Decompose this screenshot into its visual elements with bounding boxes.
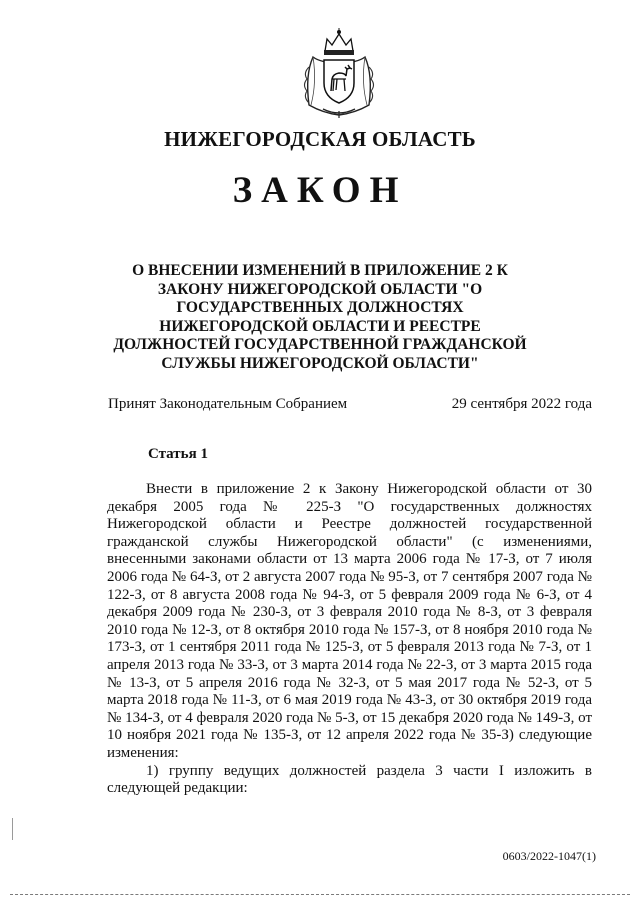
article-paragraph-1: Внести в приложение 2 к Закону Нижегородской области от 30 декабря 2005 года № 225-З "О государственных должностях Нижегородской области и Реестре должностей государственной гражданской службы Нижегородской области" (с изменениями, внесенными законами области от 13 марта 2006 года № 17-З, от 7 июля 2006 года № 64-З, от 2 августа 2007 года № 95-З, от 7 сентября 2007 года № 122-З, от 8 августа 2008 года № 94-З, от 5 февраля 2009 года № 6-З, от 4 декабря 2009 года № 230-З, от 3 февраля 2010 года № 8-З, от 3 февраля 2010 года № 12-З, от 8 октября 2010 года № 157-З, от 8 ноября 2010 года № 173-З, от 1 сентября 2011 года № 125-З, от 5 февраля 2013 года № 7-З, от 1 апреля 2013 года № 33-З, от 3 марта 2014 года № 22-З, от 3 марта 2015 года № 13-З, от 5 апреля 2016 года № 32-З, от 5 мая 2017 года № 52-З, от 5 марта 2018 года № 11-З, от 6 мая 2019 года № 43-З, от 30 октября 2019 года № 134-З, от 4 февраля 2020 года № 5-З, от 15 декабря 2020 года № 149-З, от 10 ноября 2021 года № 135-З, от 12 апреля 2022 года № 35-З) следующие изменения: (107, 481, 592, 761)
adoption-date: 29 сентября 2022 года (451, 396, 592, 412)
article-paragraph-2: 1) группу ведущих должностей раздела 3 части I изложить в следующей редакции: (107, 762, 592, 797)
coat-of-arms-icon (299, 27, 379, 119)
law-title: О ВНЕСЕНИИ ИЗМЕНЕНИЙ В ПРИЛОЖЕНИЕ 2 К ЗАКОНУ НИЖЕГОРОДСКОЙ ОБЛАСТИ "О ГОСУДАРСТВЕННЫХ ДОЛЖНОСТЯХ НИЖЕГОРОДСКОЙ ОБЛАСТИ И РЕЕСТРЕ ДОЛЖНОСТЕЙ ГОСУДАРСТВЕННОЙ ГРАЖДАНСКОЙ СЛУЖБЫ НИЖЕГОРОДСКОЙ ОБЛАСТИ" (113, 262, 527, 372)
adoption-line (108, 396, 592, 413)
article-heading: Статья 1 (148, 446, 208, 462)
document-number: 0603/2022-1047(1) (502, 849, 596, 863)
adopted-by: Принят Законодательным Собранием (108, 396, 348, 412)
document-type: ЗАКОН (232, 170, 408, 211)
article-body (107, 481, 592, 798)
region-name: НИЖЕГОРОДСКАЯ ОБЛАСТЬ (164, 127, 476, 151)
scan-edge-mark (12, 818, 13, 840)
page-bottom-edge (10, 894, 630, 895)
